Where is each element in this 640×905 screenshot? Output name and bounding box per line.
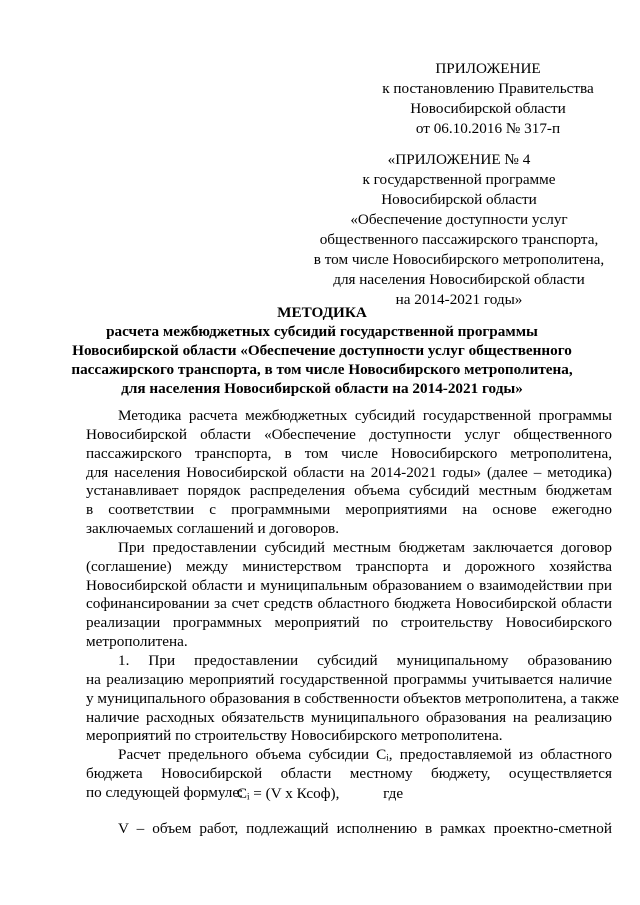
formula-expression: Сᵢ = (V x Ксоф),: [236, 785, 340, 802]
annex4-line: к государственной программе: [362, 171, 556, 188]
paragraph-line: реализации программных мероприятий по строительству Новосибирского: [86, 614, 612, 632]
document-body-continued: [86, 820, 612, 839]
annex4-line: в том числе Новосибирского метрополитена,: [313, 251, 605, 268]
paragraph-line: V – объем работ, подлежащий исполнению в рамках проектно-сметной: [118, 820, 612, 837]
title-line: для населения Новосибирской области на 2014-2021 годы»: [121, 380, 523, 397]
paragraph-line: метрополитена.: [86, 633, 188, 651]
paragraph-line: для населения Новосибирской области на 2014-2021 годы» (далее – методика): [86, 463, 612, 481]
paragraph-line: по следующей формуле:: [86, 783, 244, 801]
paragraph-line: пассажирского транспорта, в том числе Новосибирского метрополитена,: [86, 444, 612, 462]
annex4-line: для населения Новосибирской области: [333, 271, 585, 288]
paragraph-line: При предоставлении субсидий местным бюджетам заключается договор: [118, 538, 612, 556]
paragraph-line: Новосибирской области и муниципальным образованием о взаимодействии при: [86, 576, 612, 594]
paragraph-line: на реализацию мероприятий государственной программы учитывается наличие: [86, 670, 612, 688]
paragraph-line: Расчет предельного объема субсидии Сᵢ, предоставляемой из областного: [118, 746, 612, 764]
title-line: пассажирского транспорта, в том числе Новосибирского метрополитена,: [71, 361, 573, 378]
annex-header: [368, 59, 608, 139]
paragraph-line: в соответствии с программными мероприятиями на основе ежегодно: [86, 501, 612, 519]
document-title: [60, 303, 584, 398]
annex4-line: «ПРИЛОЖЕНИЕ № 4: [387, 151, 531, 168]
formula: [0, 784, 640, 804]
annex-header-line: к постановлению Правительства: [382, 80, 594, 97]
annex-header-line: от 06.10.2016 № 317-п: [415, 120, 561, 137]
formula-suffix: где: [383, 785, 404, 802]
paragraph-line: у муниципального образования в собственности объектов метрополитена, а также: [86, 689, 619, 707]
paragraph-line: бюджета Новосибирской области местному бюджету, осуществляется: [86, 765, 612, 783]
annex-header-line: Новосибирской области: [410, 100, 566, 117]
paragraph-line: софинансировании за счет средств областного бюджета Новосибирской области: [86, 595, 612, 613]
annex4-line: на 2014-2021 годы»: [395, 291, 523, 308]
annex4-header: [300, 150, 618, 310]
paragraph-line: Новосибирской области «Обеспечение доступности услуг общественного: [86, 425, 612, 443]
title-line: расчета межбюджетных субсидий государственной программы: [106, 323, 538, 340]
title-line: Новосибирской области «Обеспечение доступности услуг общественного: [72, 342, 572, 359]
document-body: [86, 407, 619, 803]
annex-header-line: ПРИЛОЖЕНИЕ: [435, 60, 541, 77]
paragraph-line: наличие расходных обязательств муниципального образования на реализацию: [86, 708, 612, 726]
paragraph-line: устанавливает порядок распределения объема субсидий местным бюджетам: [86, 482, 612, 500]
paragraph-line: 1. При предоставлении субсидий муниципальному образованию: [118, 651, 612, 669]
annex4-line: «Обеспечение доступности услуг: [350, 211, 568, 228]
title-heading: МЕТОДИКА: [277, 304, 367, 321]
annex4-line: Новосибирской области: [381, 191, 537, 208]
annex4-line: общественного пассажирского транспорта,: [319, 231, 599, 248]
paragraph-line: мероприятий по строительству Новосибирского метрополитена.: [86, 727, 503, 745]
paragraph-line: (соглашение) между министерством транспорта и дорожного хозяйства: [86, 557, 612, 575]
paragraph-line: заключаемых соглашений и договоров.: [86, 520, 340, 538]
paragraph-line: Методика расчета межбюджетных субсидий государственной программы: [118, 407, 612, 424]
